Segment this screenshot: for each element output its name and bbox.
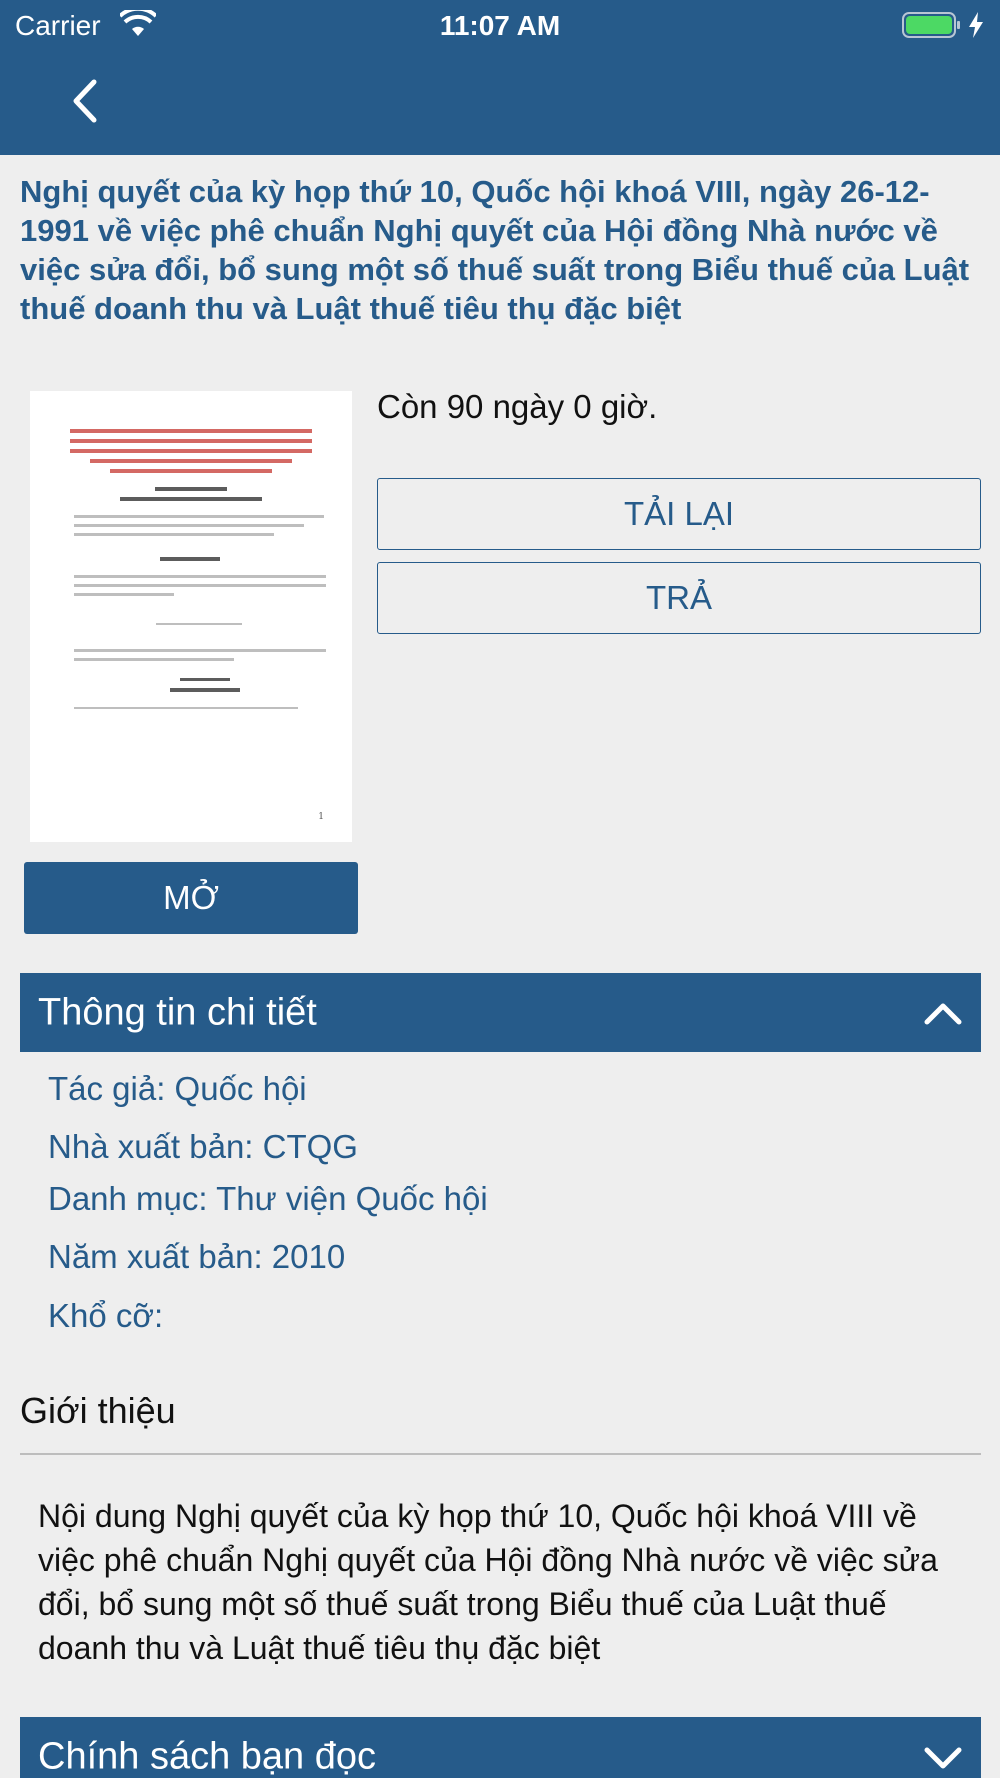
detail-year: Năm xuất bản: 2010 — [48, 1238, 346, 1275]
document-title: Nghị quyết của kỳ họp thứ 10, Quốc hội khoá VIII, ngày 26-12-1991 về việc phê chuẩn Nghị quyết của Hội đồng Nhà nước về việc sửa đổi, bổ sung một số thuế suất trong Biểu thuế của Luật thuế doanh thu và Luật thuế tiêu thụ đặc biệt — [20, 174, 970, 326]
carrier-label: Carrier — [15, 10, 101, 41]
chevron-down-icon — [923, 1744, 963, 1770]
details-header-label: Thông tin chi tiết — [38, 991, 317, 1033]
intro-heading: Giới thiệu — [20, 1390, 176, 1431]
page-number: 1 — [318, 812, 324, 822]
reload-button[interactable]: TẢI LẠI — [377, 478, 981, 550]
chevron-left-icon — [60, 70, 110, 130]
divider — [20, 1453, 981, 1455]
bolt-icon — [966, 10, 986, 40]
policy-section-header[interactable] — [20, 1717, 981, 1778]
back-button[interactable] — [60, 70, 110, 130]
detail-category: Danh mục: Thư viện Quốc hội — [48, 1180, 488, 1217]
details-section-header[interactable] — [20, 973, 981, 1052]
detail-author: Tác giả: Quốc hội — [48, 1070, 307, 1107]
chevron-up-icon — [923, 1000, 963, 1026]
return-button[interactable]: TRẢ — [377, 562, 981, 634]
navigation-bar — [0, 50, 1000, 155]
detail-publisher: Nhà xuất bản: CTQG — [48, 1128, 358, 1165]
battery-icon — [902, 10, 962, 40]
document-cover-image[interactable] — [30, 391, 352, 842]
open-button[interactable]: MỞ — [24, 862, 358, 934]
remaining-time: Còn 90 ngày 0 giờ. — [377, 388, 658, 425]
clock: 11:07 AM — [439, 10, 561, 41]
intro-text: Nội dung Nghị quyết của kỳ họp thứ 10, Quốc hội khoá VIII về việc phê chuẩn Nghị quyết của Hội đồng Nhà nước về việc sửa đổi, bổ sung một số thuế suất trong Biểu thuế của Luật thuế doanh thu và Luật thuế tiêu thụ đặc biệt — [38, 1498, 938, 1666]
status-bar — [0, 0, 1000, 50]
detail-size: Khổ cỡ: — [48, 1297, 164, 1334]
policy-header-label: Chính sách bạn đọc — [38, 1735, 377, 1777]
